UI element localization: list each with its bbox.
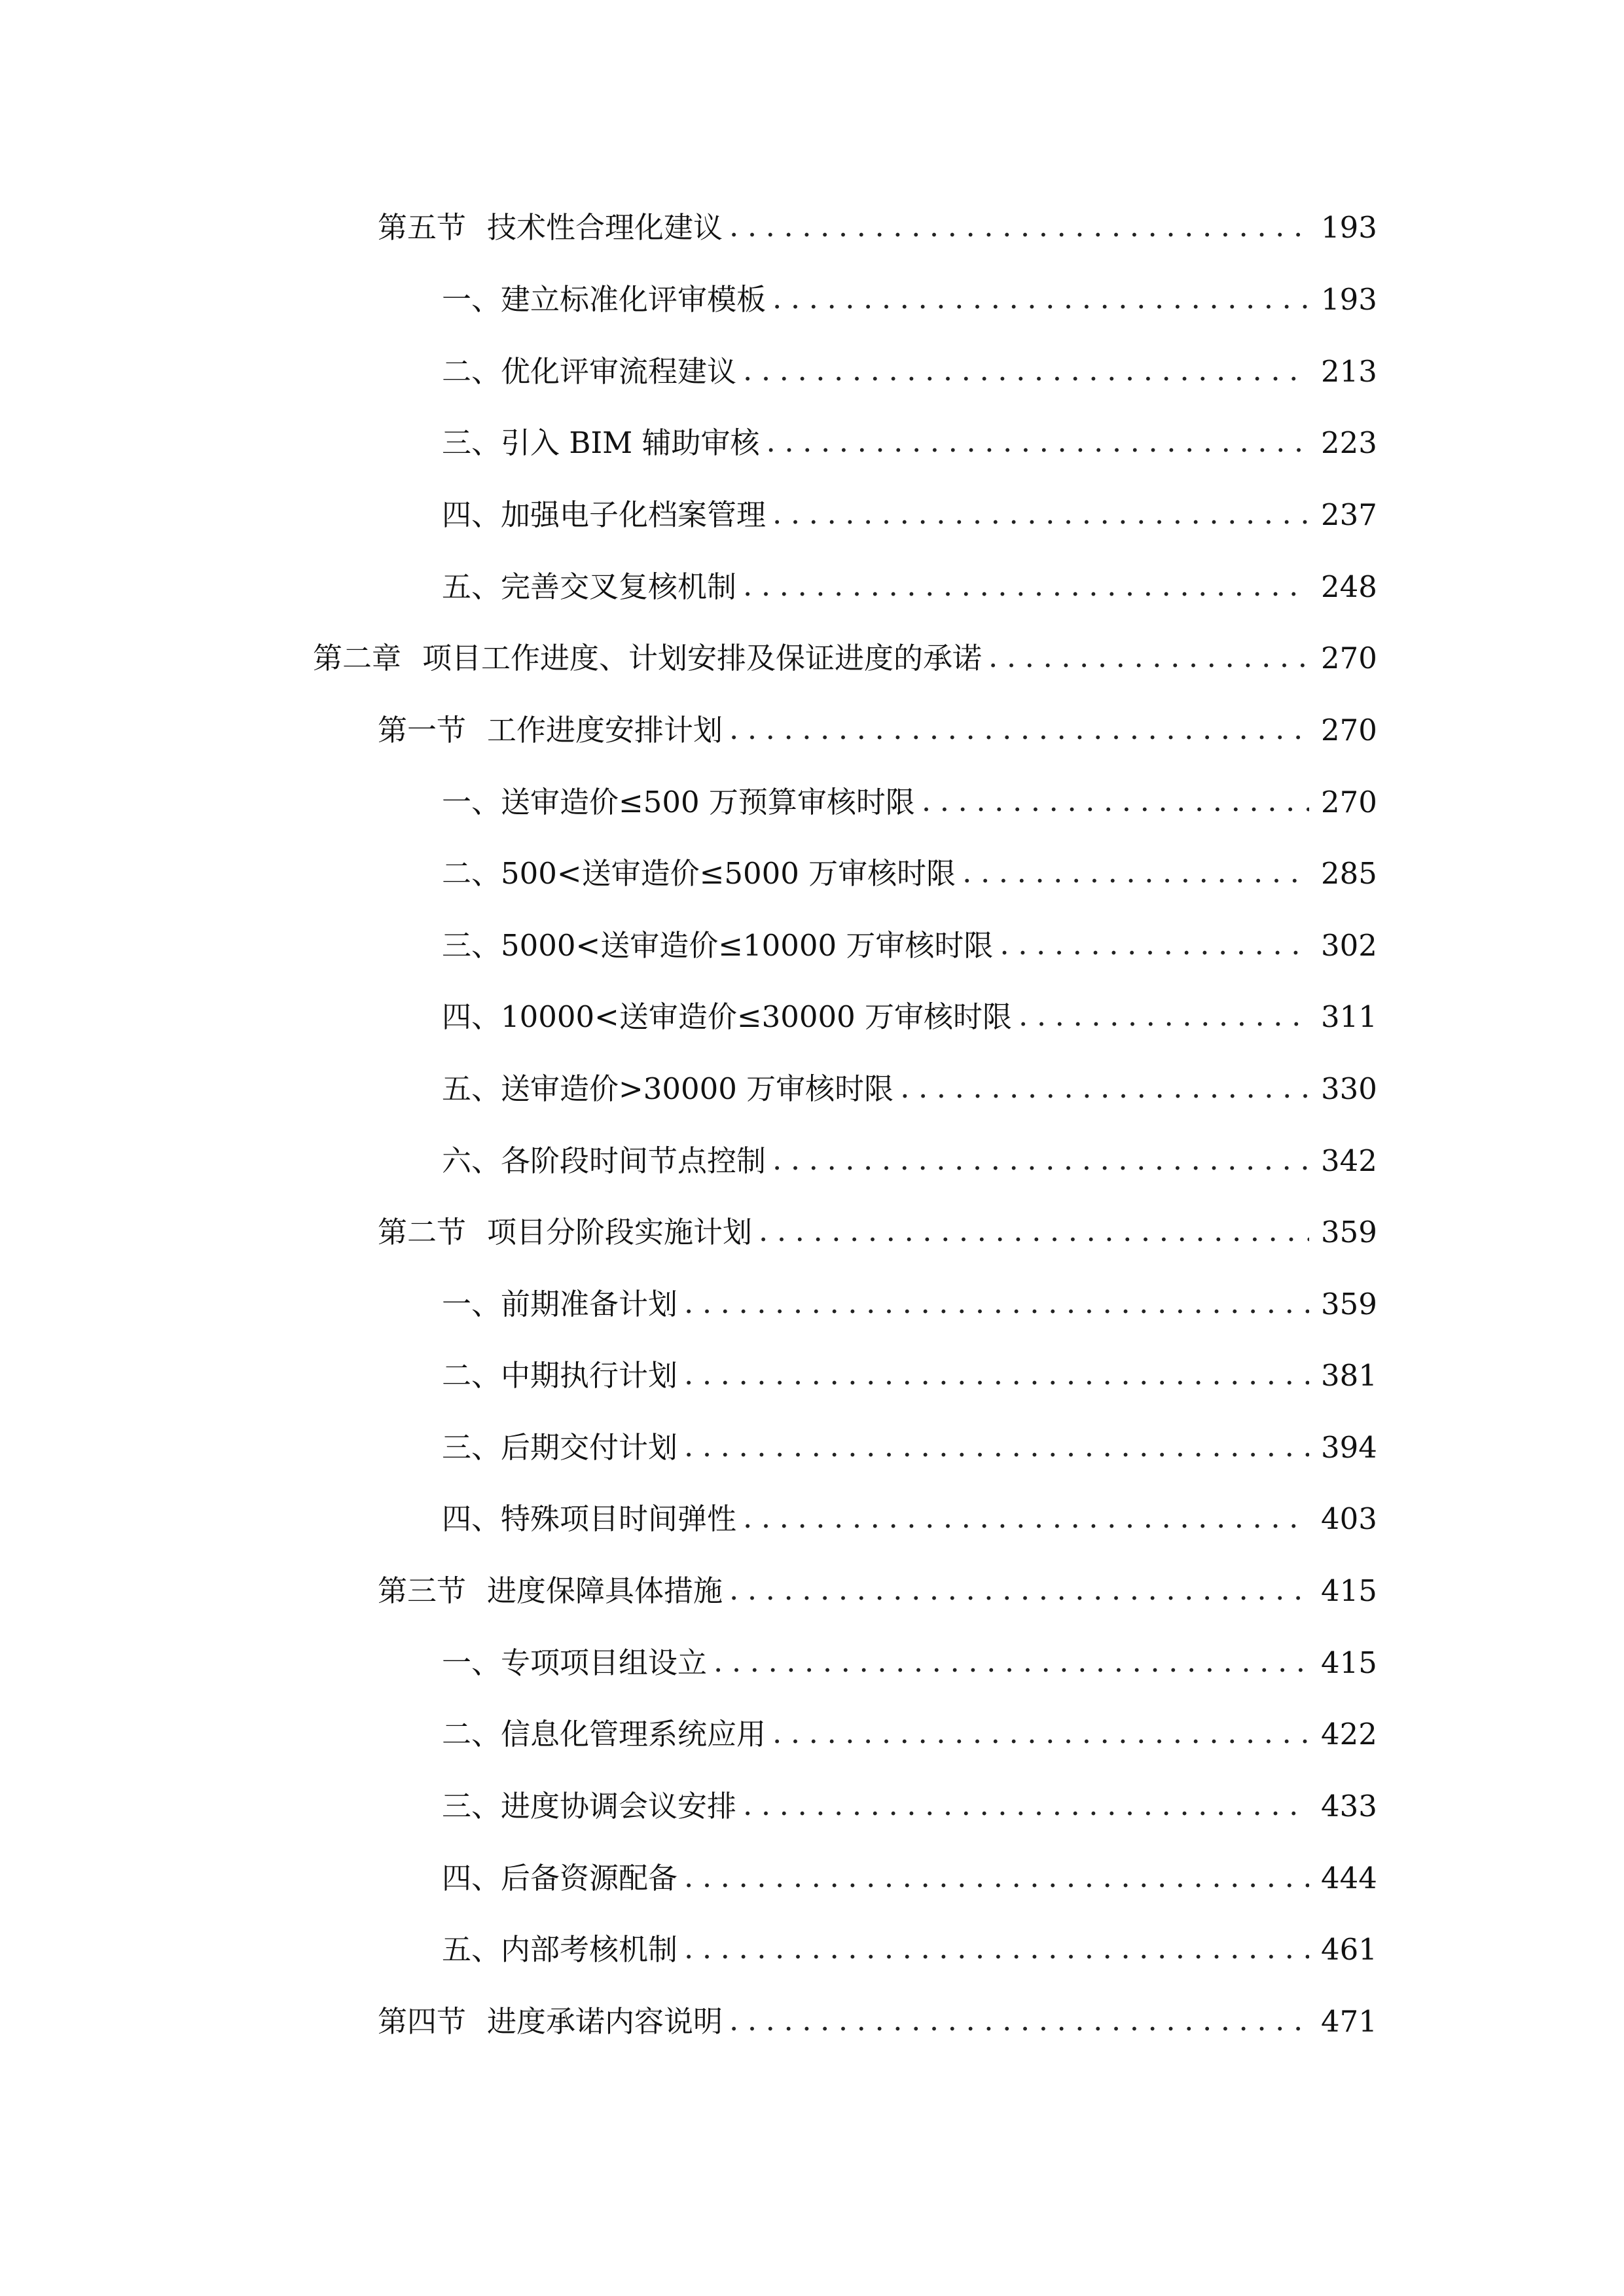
- toc-entry-title: 技术性合理化建议: [487, 210, 723, 245]
- toc-entry-title: 内部考核机制: [501, 1932, 678, 1967]
- toc-page-number: 461: [1321, 1932, 1377, 1967]
- toc-dot-leader: [772, 279, 1309, 318]
- toc-entry-title: 建立标准化评审模板: [501, 282, 767, 317]
- toc-page-number: 248: [1321, 569, 1377, 604]
- toc-entry-title: 优化评审流程建议: [501, 354, 737, 389]
- toc-dot-leader: [922, 781, 1309, 821]
- toc-item-entry[interactable]: [442, 423, 1377, 463]
- toc-dot-leader: [772, 1140, 1309, 1179]
- toc-entry-marker: 一、: [442, 1645, 501, 1680]
- toc-dot-leader: [743, 566, 1309, 605]
- toc-entry-title: 信息化管理系统应用: [501, 1717, 767, 1751]
- toc-entry-marker: 一、: [442, 785, 501, 819]
- toc-dot-leader: [962, 853, 1309, 892]
- toc-entry-title: 特殊项目时间弹性: [501, 1501, 737, 1536]
- toc-page-number: 422: [1321, 1717, 1377, 1751]
- toc-entry-marker: 三、: [442, 425, 501, 460]
- toc-entry-marker: 四、: [442, 999, 501, 1034]
- toc-page-number: 342: [1321, 1143, 1377, 1178]
- toc-item-entry[interactable]: [442, 997, 1377, 1037]
- toc-item-entry[interactable]: [442, 783, 1377, 822]
- toc-page-number: 471: [1321, 2004, 1377, 2039]
- toc-item-entry[interactable]: [442, 495, 1377, 535]
- toc-dot-leader: [684, 1857, 1309, 1897]
- toc-item-entry[interactable]: [442, 1930, 1377, 1969]
- toc-entry-marker: 四、: [442, 1501, 501, 1536]
- toc-page-number: 193: [1321, 210, 1377, 245]
- toc-dot-leader: [729, 2001, 1309, 2040]
- toc-entry-marker: 第三节: [378, 1573, 467, 1608]
- toc-dot-leader: [684, 1427, 1309, 1466]
- toc-entry-marker: 六、: [442, 1143, 501, 1178]
- toc-entry-title: 送审造价>30000 万审核时限: [501, 1071, 894, 1106]
- toc-entry-title: 完善交叉复核机制: [501, 569, 737, 604]
- toc-page-number: 359: [1321, 1287, 1377, 1321]
- toc-entry-marker: 一、: [442, 282, 501, 317]
- toc-page-number: 403: [1321, 1501, 1377, 1536]
- toc-dot-leader: [743, 351, 1309, 390]
- toc-entry-marker: 第四节: [378, 2004, 467, 2039]
- toc-entry-marker: 第二章: [313, 641, 402, 675]
- toc-dot-leader: [767, 422, 1309, 461]
- toc-item-entry[interactable]: [442, 280, 1377, 319]
- toc-entry-title: 加强电子化档案管理: [501, 497, 767, 532]
- toc-dot-leader: [684, 1355, 1309, 1394]
- toc-item-entry[interactable]: [442, 1285, 1377, 1324]
- toc-item-entry[interactable]: [442, 926, 1377, 965]
- toc-page-number: 213: [1321, 354, 1377, 389]
- toc-entry-title: 项目工作进度、计划安排及保证进度的承诺: [422, 641, 983, 675]
- toc-page-number: 415: [1321, 1645, 1377, 1680]
- toc-item-entry[interactable]: [442, 1643, 1377, 1683]
- toc-entry-marker: 一、: [442, 1287, 501, 1321]
- toc-entry-marker: 三、: [442, 1789, 501, 1823]
- toc-page-number: 302: [1321, 928, 1377, 963]
- toc-section-entry[interactable]: [378, 208, 1377, 247]
- toc-dot-leader: [988, 637, 1309, 677]
- toc-page-number: 237: [1321, 497, 1377, 532]
- toc-entry-title: 500<送审造价≤5000 万审核时限: [501, 856, 956, 891]
- toc-dot-leader: [743, 1785, 1309, 1825]
- toc-item-entry[interactable]: [442, 1787, 1377, 1826]
- toc-item-entry[interactable]: [442, 1356, 1377, 1395]
- toc-dot-leader: [729, 207, 1309, 246]
- toc-item-entry[interactable]: [442, 1428, 1377, 1467]
- toc-entry-marker: 五、: [442, 569, 501, 604]
- toc-entry-title: 前期准备计划: [501, 1287, 678, 1321]
- toc-entry-title: 10000<送审造价≤30000 万审核时限: [501, 999, 1013, 1034]
- toc-item-entry[interactable]: [442, 1715, 1377, 1754]
- toc-entry-marker: 二、: [442, 354, 501, 389]
- toc-page-number: 330: [1321, 1071, 1377, 1106]
- toc-page-number: 193: [1321, 282, 1377, 317]
- toc-page-number: 394: [1321, 1430, 1377, 1465]
- toc-page-number: 270: [1321, 785, 1377, 819]
- toc-item-entry[interactable]: [442, 1141, 1377, 1181]
- toc-section-entry[interactable]: [378, 1213, 1377, 1252]
- toc-entry-title: 5000<送审造价≤10000 万审核时限: [501, 928, 994, 963]
- toc-dot-leader: [1019, 996, 1309, 1035]
- toc-dot-leader: [900, 1068, 1309, 1107]
- toc-dot-leader: [684, 1929, 1309, 1968]
- toc-item-entry[interactable]: [442, 567, 1377, 607]
- toc-page-number: 223: [1321, 425, 1377, 460]
- toc-entry-marker: 三、: [442, 928, 501, 963]
- toc-entry-title: 后备资源配备: [501, 1861, 678, 1895]
- toc-dot-leader: [772, 1713, 1309, 1753]
- toc-entry-title: 专项项目组设立: [501, 1645, 708, 1680]
- toc-page-number: 381: [1321, 1358, 1377, 1393]
- toc-entry-marker: 第二节: [378, 1215, 467, 1249]
- toc-entry-marker: 四、: [442, 1861, 501, 1895]
- toc-entry-marker: 二、: [442, 1717, 501, 1751]
- toc-dot-leader: [713, 1642, 1309, 1681]
- toc-page-number: 285: [1321, 856, 1377, 891]
- toc-entry-marker: 五、: [442, 1932, 501, 1967]
- toc-page-number: 433: [1321, 1789, 1377, 1823]
- toc-section-entry[interactable]: [378, 2002, 1377, 2041]
- toc-entry-marker: 四、: [442, 497, 501, 532]
- toc-dot-leader: [759, 1211, 1309, 1251]
- toc-entry-marker: 二、: [442, 1358, 501, 1393]
- toc-dot-leader: [684, 1283, 1309, 1323]
- toc-section-entry[interactable]: [378, 1571, 1377, 1611]
- toc-entry-marker: 第五节: [378, 210, 467, 245]
- toc-dot-leader: [772, 494, 1309, 533]
- toc-entry-marker: 二、: [442, 856, 501, 891]
- toc-item-entry[interactable]: [442, 1069, 1377, 1109]
- toc-section-entry[interactable]: [378, 711, 1377, 750]
- toc-entry-title: 进度保障具体措施: [487, 1573, 723, 1608]
- toc-entry-marker: 五、: [442, 1071, 501, 1106]
- toc-page-number: 359: [1321, 1215, 1377, 1249]
- toc-dot-leader: [729, 1570, 1309, 1609]
- toc-dot-leader: [743, 1498, 1309, 1537]
- toc-page-number: 270: [1321, 713, 1377, 747]
- toc-item-entry[interactable]: [442, 854, 1377, 893]
- toc-entry-title: 进度承诺内容说明: [487, 2004, 723, 2039]
- toc-entry-title: 中期执行计划: [501, 1358, 678, 1393]
- toc-item-entry[interactable]: [442, 1859, 1377, 1898]
- toc-entry-title: 项目分阶段实施计划: [487, 1215, 753, 1249]
- toc-page-number: 311: [1321, 999, 1377, 1034]
- toc-page-number: 444: [1321, 1861, 1377, 1895]
- toc-entry-title: 引入 BIM 辅助审核: [501, 425, 760, 460]
- toc-page-number: 415: [1321, 1573, 1377, 1608]
- toc-entry-marker: 第一节: [378, 713, 467, 747]
- toc-entry-title: 各阶段时间节点控制: [501, 1143, 767, 1178]
- toc-entry-title: 后期交付计划: [501, 1430, 678, 1465]
- toc-entry-marker: 三、: [442, 1430, 501, 1465]
- toc-page-number: 270: [1321, 641, 1377, 675]
- toc-dot-leader: [1000, 925, 1309, 964]
- toc-entry-title: 工作进度安排计划: [487, 713, 723, 747]
- toc-entry-title: 送审造价≤500 万预算审核时限: [501, 785, 915, 819]
- toc-item-entry[interactable]: [442, 1499, 1377, 1539]
- toc-chapter-entry[interactable]: [313, 639, 1377, 678]
- toc-dot-leader: [729, 709, 1309, 749]
- toc-entry-title: 进度协调会议安排: [501, 1789, 737, 1823]
- toc-item-entry[interactable]: [442, 352, 1377, 391]
